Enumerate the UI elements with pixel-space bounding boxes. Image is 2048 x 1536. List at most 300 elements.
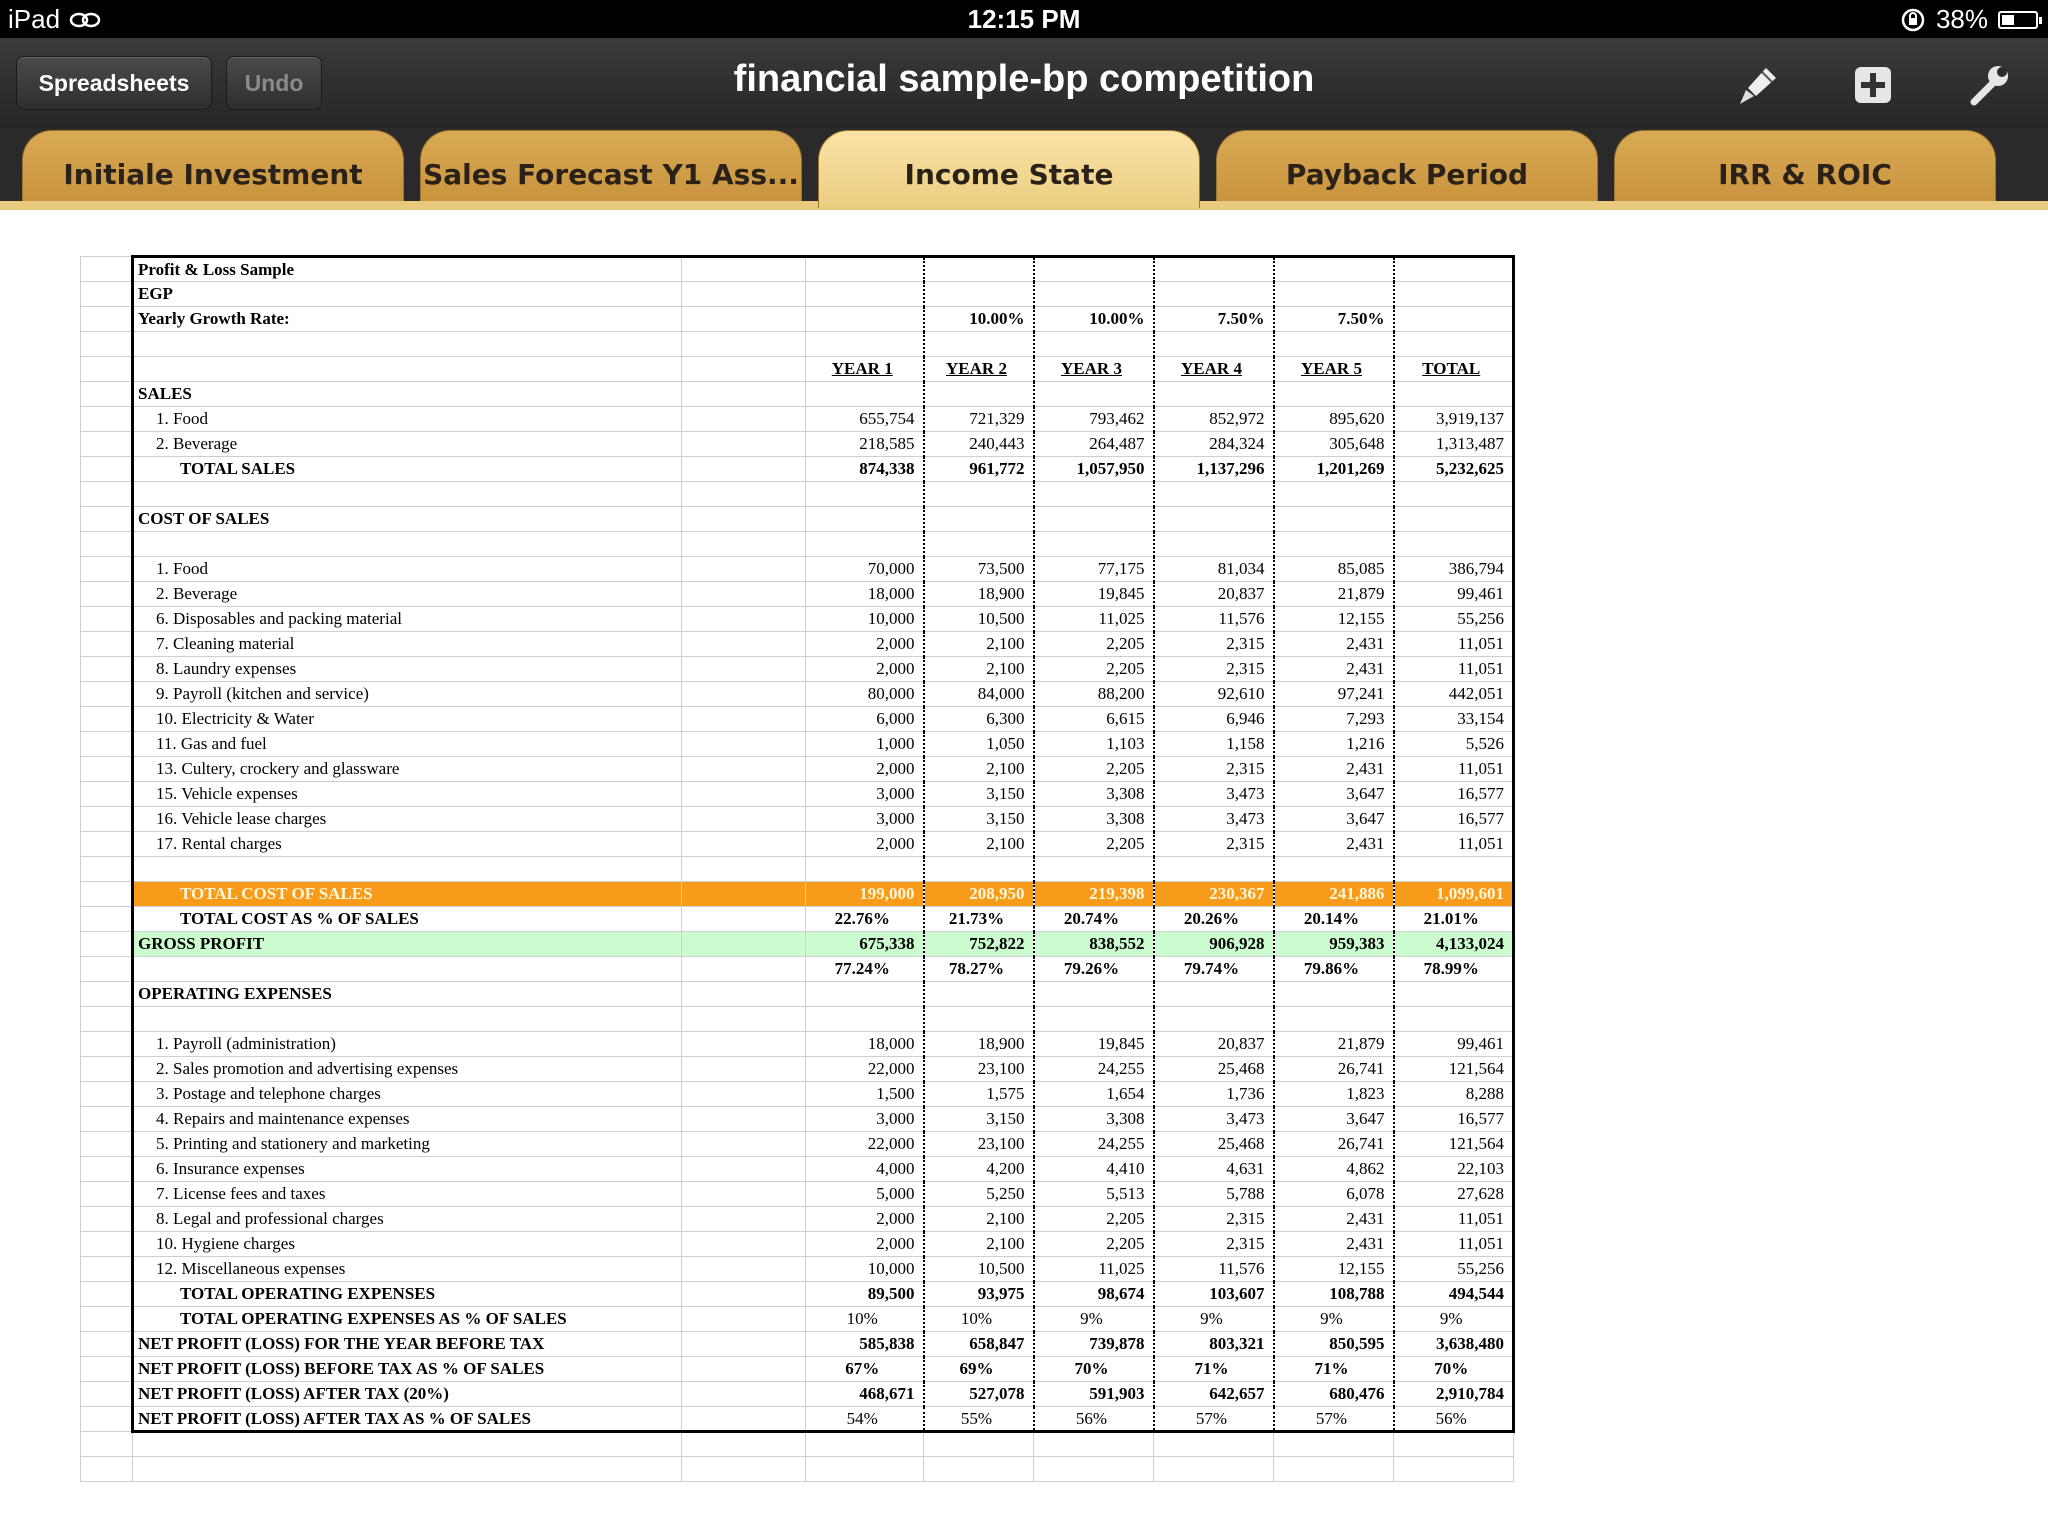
spacer-cell[interactable] (682, 1332, 806, 1357)
row-header-cell[interactable] (81, 432, 133, 457)
spacer-cell[interactable] (682, 482, 806, 507)
value-cell[interactable] (1274, 982, 1394, 1007)
value-cell[interactable] (806, 307, 924, 332)
value-cell[interactable] (924, 532, 1034, 557)
row-header-cell[interactable] (81, 407, 133, 432)
value-cell[interactable]: 852,972 (1154, 407, 1274, 432)
value-cell[interactable]: 9% (1394, 1307, 1514, 1332)
row-header-cell[interactable] (81, 382, 133, 407)
row-header-cell[interactable] (81, 632, 133, 657)
value-cell[interactable]: 55,256 (1394, 1257, 1514, 1282)
value-cell[interactable]: 2,000 (806, 757, 924, 782)
value-cell[interactable]: 22,000 (806, 1057, 924, 1082)
value-cell[interactable] (924, 1007, 1034, 1032)
value-cell[interactable]: 22,000 (806, 1132, 924, 1157)
row-label-cell[interactable]: EGP (133, 282, 682, 307)
value-cell[interactable]: 6,000 (806, 707, 924, 732)
value-cell[interactable]: 11,051 (1394, 757, 1514, 782)
value-cell[interactable]: 4,862 (1274, 1157, 1394, 1182)
value-cell[interactable]: 4,631 (1154, 1157, 1274, 1182)
value-cell[interactable]: 3,647 (1274, 807, 1394, 832)
row-header-cell[interactable] (81, 882, 133, 907)
value-cell[interactable]: 97,241 (1274, 682, 1394, 707)
value-cell[interactable]: 2,100 (924, 1207, 1034, 1232)
spacer-cell[interactable] (682, 1107, 806, 1132)
row-label-cell[interactable]: 12. Miscellaneous expenses (133, 1257, 682, 1282)
value-cell[interactable]: 23,100 (924, 1057, 1034, 1082)
row-label-cell[interactable]: 3. Postage and telephone charges (133, 1082, 682, 1107)
value-cell[interactable] (806, 1457, 924, 1482)
value-cell[interactable]: 850,595 (1274, 1332, 1394, 1357)
value-cell[interactable]: 2,431 (1274, 657, 1394, 682)
value-cell[interactable]: 20.26% (1154, 907, 1274, 932)
value-cell[interactable]: 2,205 (1034, 832, 1154, 857)
value-cell[interactable]: 78.27% (924, 957, 1034, 982)
value-cell[interactable]: 5,788 (1154, 1182, 1274, 1207)
value-cell[interactable]: 19,845 (1034, 582, 1154, 607)
value-cell[interactable]: 793,462 (1034, 407, 1154, 432)
value-cell[interactable] (1034, 857, 1154, 882)
row-header-cell[interactable] (81, 607, 133, 632)
spacer-cell[interactable] (682, 432, 806, 457)
row-header-cell[interactable] (81, 257, 133, 282)
value-cell[interactable]: 2,315 (1154, 1232, 1274, 1257)
row-header-cell[interactable] (81, 307, 133, 332)
add-icon[interactable] (1848, 60, 1898, 110)
row-label-cell[interactable]: 6. Disposables and packing material (133, 607, 682, 632)
value-cell[interactable]: 22.76% (806, 907, 924, 932)
value-cell[interactable]: 386,794 (1394, 557, 1514, 582)
value-cell[interactable] (924, 982, 1034, 1007)
value-cell[interactable]: 70% (1394, 1357, 1514, 1382)
value-cell[interactable]: 55% (924, 1407, 1034, 1432)
undo-button[interactable]: Undo (226, 56, 322, 110)
value-cell[interactable] (1034, 507, 1154, 532)
row-label-cell[interactable] (133, 957, 682, 982)
value-cell[interactable]: 9% (1034, 1307, 1154, 1332)
spreadsheets-button[interactable]: Spreadsheets (16, 56, 212, 110)
spacer-cell[interactable] (682, 1432, 806, 1457)
value-cell[interactable]: 89,500 (806, 1282, 924, 1307)
income-statement-grid[interactable] (80, 255, 1515, 1482)
value-cell[interactable]: 6,300 (924, 707, 1034, 732)
row-header-cell[interactable] (81, 357, 133, 382)
value-cell[interactable]: 10% (806, 1307, 924, 1332)
spacer-cell[interactable] (682, 507, 806, 532)
row-label-cell[interactable]: 11. Gas and fuel (133, 732, 682, 757)
row-label-cell[interactable]: SALES (133, 382, 682, 407)
row-header-cell[interactable] (81, 832, 133, 857)
value-cell[interactable] (1154, 257, 1274, 282)
spacer-cell[interactable] (682, 1057, 806, 1082)
row-label-cell[interactable]: 13. Cultery, crockery and glassware (133, 757, 682, 782)
value-cell[interactable]: 73,500 (924, 557, 1034, 582)
value-cell[interactable] (924, 507, 1034, 532)
value-cell[interactable]: 23,100 (924, 1132, 1034, 1157)
value-cell[interactable]: 5,526 (1394, 732, 1514, 757)
row-header-cell[interactable] (81, 1307, 133, 1332)
value-cell[interactable]: 2,000 (806, 1232, 924, 1257)
value-cell[interactable]: 219,398 (1034, 882, 1154, 907)
value-cell[interactable] (1034, 1457, 1154, 1482)
spacer-cell[interactable] (682, 1407, 806, 1432)
value-cell[interactable]: 2,000 (806, 657, 924, 682)
value-cell[interactable]: 103,607 (1154, 1282, 1274, 1307)
paintbrush-icon[interactable] (1732, 60, 1782, 110)
value-cell[interactable] (1274, 257, 1394, 282)
row-label-cell[interactable]: TOTAL COST OF SALES (133, 882, 682, 907)
value-cell[interactable] (1154, 507, 1274, 532)
row-label-cell[interactable]: 1. Food (133, 407, 682, 432)
row-label-cell[interactable]: 1. Payroll (administration) (133, 1032, 682, 1057)
value-cell[interactable]: 2,431 (1274, 757, 1394, 782)
value-cell[interactable]: 5,250 (924, 1182, 1034, 1207)
value-cell[interactable] (806, 332, 924, 357)
value-cell[interactable] (1394, 332, 1514, 357)
row-header-cell[interactable] (81, 1007, 133, 1032)
value-cell[interactable] (806, 257, 924, 282)
value-cell[interactable] (806, 857, 924, 882)
value-cell[interactable]: 77.24% (806, 957, 924, 982)
value-cell[interactable]: 33,154 (1394, 707, 1514, 732)
spacer-cell[interactable] (682, 1032, 806, 1057)
spacer-cell[interactable] (682, 907, 806, 932)
tab-initiale-investment[interactable]: Initiale Investment (22, 130, 404, 208)
row-label-cell[interactable]: 7. Cleaning material (133, 632, 682, 657)
row-label-cell[interactable]: 17. Rental charges (133, 832, 682, 857)
value-cell[interactable]: YEAR 3 (1034, 357, 1154, 382)
spacer-cell[interactable] (682, 1307, 806, 1332)
row-label-cell[interactable]: TOTAL OPERATING EXPENSES AS % OF SALES (133, 1307, 682, 1332)
value-cell[interactable]: 2,205 (1034, 757, 1154, 782)
value-cell[interactable] (924, 1432, 1034, 1457)
value-cell[interactable]: 2,205 (1034, 657, 1154, 682)
tab-payback-period[interactable]: Payback Period (1216, 130, 1598, 208)
row-label-cell[interactable]: 2. Beverage (133, 582, 682, 607)
value-cell[interactable]: 6,078 (1274, 1182, 1394, 1207)
value-cell[interactable]: 680,476 (1274, 1382, 1394, 1407)
value-cell[interactable]: 218,585 (806, 432, 924, 457)
value-cell[interactable]: 241,886 (1274, 882, 1394, 907)
value-cell[interactable] (924, 282, 1034, 307)
row-header-cell[interactable] (81, 1407, 133, 1432)
value-cell[interactable]: 21,879 (1274, 582, 1394, 607)
value-cell[interactable]: 80,000 (806, 682, 924, 707)
value-cell[interactable]: 3,647 (1274, 782, 1394, 807)
row-header-cell[interactable] (81, 757, 133, 782)
value-cell[interactable]: 2,000 (806, 632, 924, 657)
value-cell[interactable]: 57% (1154, 1407, 1274, 1432)
value-cell[interactable] (1034, 532, 1154, 557)
value-cell[interactable] (1394, 282, 1514, 307)
row-header-cell[interactable] (81, 1057, 133, 1082)
value-cell[interactable]: 961,772 (924, 457, 1034, 482)
spacer-cell[interactable] (682, 757, 806, 782)
value-cell[interactable]: 284,324 (1154, 432, 1274, 457)
value-cell[interactable]: 71% (1154, 1357, 1274, 1382)
value-cell[interactable]: 3,308 (1034, 1107, 1154, 1132)
value-cell[interactable]: 3,000 (806, 782, 924, 807)
value-cell[interactable]: 10,500 (924, 607, 1034, 632)
row-label-cell[interactable]: 9. Payroll (kitchen and service) (133, 682, 682, 707)
value-cell[interactable]: 4,133,024 (1394, 932, 1514, 957)
spacer-cell[interactable] (682, 732, 806, 757)
row-label-cell[interactable]: 8. Laundry expenses (133, 657, 682, 682)
row-header-cell[interactable] (81, 1257, 133, 1282)
value-cell[interactable]: 7.50% (1154, 307, 1274, 332)
value-cell[interactable] (1394, 507, 1514, 532)
row-header-cell[interactable] (81, 857, 133, 882)
row-label-cell[interactable]: OPERATING EXPENSES (133, 982, 682, 1007)
spacer-cell[interactable] (682, 557, 806, 582)
value-cell[interactable]: 675,338 (806, 932, 924, 957)
tab-income-state[interactable]: Income State (818, 130, 1200, 208)
value-cell[interactable] (1274, 282, 1394, 307)
value-cell[interactable]: 121,564 (1394, 1057, 1514, 1082)
value-cell[interactable]: 54% (806, 1407, 924, 1432)
value-cell[interactable]: 70% (1034, 1357, 1154, 1382)
value-cell[interactable]: 5,000 (806, 1182, 924, 1207)
value-cell[interactable] (1274, 532, 1394, 557)
value-cell[interactable] (1394, 382, 1514, 407)
value-cell[interactable]: 642,657 (1154, 1382, 1274, 1407)
value-cell[interactable] (1034, 1007, 1154, 1032)
value-cell[interactable] (1034, 382, 1154, 407)
spacer-cell[interactable] (682, 857, 806, 882)
value-cell[interactable]: 1,103 (1034, 732, 1154, 757)
value-cell[interactable]: 10,000 (806, 607, 924, 632)
row-header-cell[interactable] (81, 932, 133, 957)
value-cell[interactable] (1274, 857, 1394, 882)
value-cell[interactable]: 9% (1154, 1307, 1274, 1332)
value-cell[interactable] (1274, 332, 1394, 357)
value-cell[interactable]: 81,034 (1154, 557, 1274, 582)
value-cell[interactable]: 1,736 (1154, 1082, 1274, 1107)
row-header-cell[interactable] (81, 1432, 133, 1457)
value-cell[interactable]: 1,050 (924, 732, 1034, 757)
value-cell[interactable]: 305,648 (1274, 432, 1394, 457)
value-cell[interactable]: 57% (1274, 1407, 1394, 1432)
value-cell[interactable] (1394, 482, 1514, 507)
value-cell[interactable]: 56% (1034, 1407, 1154, 1432)
value-cell[interactable]: 11,051 (1394, 632, 1514, 657)
spacer-cell[interactable] (682, 257, 806, 282)
row-header-cell[interactable] (81, 1082, 133, 1107)
row-label-cell[interactable]: TOTAL OPERATING EXPENSES (133, 1282, 682, 1307)
spacer-cell[interactable] (682, 632, 806, 657)
spacer-cell[interactable] (682, 532, 806, 557)
spacer-cell[interactable] (682, 1382, 806, 1407)
row-label-cell[interactable]: 16. Vehicle lease charges (133, 807, 682, 832)
value-cell[interactable] (1154, 382, 1274, 407)
value-cell[interactable] (1274, 382, 1394, 407)
value-cell[interactable] (806, 382, 924, 407)
value-cell[interactable]: 1,057,950 (1034, 457, 1154, 482)
value-cell[interactable] (1394, 982, 1514, 1007)
row-label-cell[interactable] (133, 857, 682, 882)
value-cell[interactable]: 1,099,601 (1394, 882, 1514, 907)
value-cell[interactable]: 3,473 (1154, 807, 1274, 832)
value-cell[interactable]: 1,823 (1274, 1082, 1394, 1107)
wrench-icon[interactable] (1964, 60, 2014, 110)
value-cell[interactable]: 21.73% (924, 907, 1034, 932)
value-cell[interactable]: 1,654 (1034, 1082, 1154, 1107)
value-cell[interactable]: 3,000 (806, 1107, 924, 1132)
value-cell[interactable] (924, 382, 1034, 407)
row-label-cell[interactable]: 7. License fees and taxes (133, 1182, 682, 1207)
value-cell[interactable]: 1,158 (1154, 732, 1274, 757)
value-cell[interactable]: 2,000 (806, 832, 924, 857)
value-cell[interactable]: 874,338 (806, 457, 924, 482)
spacer-cell[interactable] (682, 957, 806, 982)
row-label-cell[interactable]: 10. Hygiene charges (133, 1232, 682, 1257)
spacer-cell[interactable] (682, 582, 806, 607)
value-cell[interactable] (1274, 1457, 1394, 1482)
value-cell[interactable] (806, 982, 924, 1007)
spacer-cell[interactable] (682, 882, 806, 907)
spacer-cell[interactable] (682, 1007, 806, 1032)
value-cell[interactable]: 11,051 (1394, 657, 1514, 682)
value-cell[interactable] (1274, 482, 1394, 507)
value-cell[interactable]: 79.86% (1274, 957, 1394, 982)
spacer-cell[interactable] (682, 807, 806, 832)
value-cell[interactable]: 25,468 (1154, 1057, 1274, 1082)
value-cell[interactable]: 2,205 (1034, 632, 1154, 657)
value-cell[interactable] (806, 482, 924, 507)
value-cell[interactable]: 93,975 (924, 1282, 1034, 1307)
value-cell[interactable]: 92,610 (1154, 682, 1274, 707)
value-cell[interactable]: 208,950 (924, 882, 1034, 907)
row-header-cell[interactable] (81, 457, 133, 482)
value-cell[interactable]: 56% (1394, 1407, 1514, 1432)
value-cell[interactable]: 1,000 (806, 732, 924, 757)
row-header-cell[interactable] (81, 957, 133, 982)
spacer-cell[interactable] (682, 407, 806, 432)
value-cell[interactable]: 5,232,625 (1394, 457, 1514, 482)
value-cell[interactable]: 3,473 (1154, 1107, 1274, 1132)
spacer-cell[interactable] (682, 332, 806, 357)
row-header-cell[interactable] (81, 557, 133, 582)
spacer-cell[interactable] (682, 1157, 806, 1182)
value-cell[interactable]: 3,150 (924, 782, 1034, 807)
value-cell[interactable] (1394, 532, 1514, 557)
value-cell[interactable]: 895,620 (1274, 407, 1394, 432)
value-cell[interactable]: 21.01% (1394, 907, 1514, 932)
value-cell[interactable]: 11,051 (1394, 832, 1514, 857)
value-cell[interactable]: 98,674 (1034, 1282, 1154, 1307)
spacer-cell[interactable] (682, 1282, 806, 1307)
value-cell[interactable]: 16,577 (1394, 782, 1514, 807)
value-cell[interactable]: 3,919,137 (1394, 407, 1514, 432)
row-label-cell[interactable] (133, 1432, 682, 1457)
value-cell[interactable]: 2,431 (1274, 832, 1394, 857)
spacer-cell[interactable] (682, 1357, 806, 1382)
row-label-cell[interactable]: 15. Vehicle expenses (133, 782, 682, 807)
value-cell[interactable]: 468,671 (806, 1382, 924, 1407)
value-cell[interactable] (1394, 1457, 1514, 1482)
value-cell[interactable]: 494,544 (1394, 1282, 1514, 1307)
spacer-cell[interactable] (682, 982, 806, 1007)
value-cell[interactable]: 25,468 (1154, 1132, 1274, 1157)
value-cell[interactable]: 10.00% (1034, 307, 1154, 332)
row-label-cell[interactable]: 8. Legal and professional charges (133, 1207, 682, 1232)
value-cell[interactable]: 88,200 (1034, 682, 1154, 707)
value-cell[interactable]: 55,256 (1394, 607, 1514, 632)
value-cell[interactable] (806, 507, 924, 532)
value-cell[interactable] (1154, 1432, 1274, 1457)
value-cell[interactable]: 18,900 (924, 1032, 1034, 1057)
value-cell[interactable]: 803,321 (1154, 1332, 1274, 1357)
row-header-cell[interactable] (81, 582, 133, 607)
value-cell[interactable]: 1,313,487 (1394, 432, 1514, 457)
value-cell[interactable]: 69% (924, 1357, 1034, 1382)
value-cell[interactable]: 16,577 (1394, 807, 1514, 832)
row-header-cell[interactable] (81, 807, 133, 832)
row-header-cell[interactable] (81, 1357, 133, 1382)
value-cell[interactable]: 77,175 (1034, 557, 1154, 582)
row-header-cell[interactable] (81, 707, 133, 732)
value-cell[interactable]: 2,315 (1154, 832, 1274, 857)
spacer-cell[interactable] (682, 1082, 806, 1107)
value-cell[interactable]: 2,431 (1274, 1232, 1394, 1257)
value-cell[interactable] (1154, 982, 1274, 1007)
value-cell[interactable]: 18,000 (806, 1032, 924, 1057)
value-cell[interactable] (1034, 257, 1154, 282)
value-cell[interactable] (1274, 1432, 1394, 1457)
value-cell[interactable] (1154, 482, 1274, 507)
spacer-cell[interactable] (682, 832, 806, 857)
value-cell[interactable]: 70,000 (806, 557, 924, 582)
row-header-cell[interactable] (81, 1132, 133, 1157)
spacer-cell[interactable] (682, 357, 806, 382)
value-cell[interactable] (806, 532, 924, 557)
spacer-cell[interactable] (682, 1232, 806, 1257)
row-label-cell[interactable]: NET PROFIT (LOSS) BEFORE TAX AS % OF SALES (133, 1357, 682, 1382)
value-cell[interactable]: YEAR 1 (806, 357, 924, 382)
value-cell[interactable] (924, 257, 1034, 282)
row-header-cell[interactable] (81, 1107, 133, 1132)
row-header-cell[interactable] (81, 1207, 133, 1232)
value-cell[interactable]: 230,367 (1154, 882, 1274, 907)
value-cell[interactable]: 2,100 (924, 757, 1034, 782)
value-cell[interactable]: 3,150 (924, 1107, 1034, 1132)
value-cell[interactable]: 20.14% (1274, 907, 1394, 932)
spacer-cell[interactable] (682, 932, 806, 957)
value-cell[interactable] (806, 282, 924, 307)
value-cell[interactable]: 655,754 (806, 407, 924, 432)
value-cell[interactable]: 18,000 (806, 582, 924, 607)
value-cell[interactable]: 9% (1274, 1307, 1394, 1332)
row-label-cell[interactable] (133, 332, 682, 357)
value-cell[interactable]: 2,205 (1034, 1232, 1154, 1257)
value-cell[interactable]: 11,025 (1034, 607, 1154, 632)
value-cell[interactable]: 3,473 (1154, 782, 1274, 807)
value-cell[interactable]: 71% (1274, 1357, 1394, 1382)
row-label-cell[interactable]: GROSS PROFIT (133, 932, 682, 957)
value-cell[interactable]: 658,847 (924, 1332, 1034, 1357)
value-cell[interactable]: 3,647 (1274, 1107, 1394, 1132)
value-cell[interactable]: 1,137,296 (1154, 457, 1274, 482)
value-cell[interactable]: 591,903 (1034, 1382, 1154, 1407)
value-cell[interactable]: 752,822 (924, 932, 1034, 957)
value-cell[interactable] (924, 857, 1034, 882)
value-cell[interactable]: 11,576 (1154, 607, 1274, 632)
value-cell[interactable]: 2,205 (1034, 1207, 1154, 1232)
value-cell[interactable]: 10,000 (806, 1257, 924, 1282)
row-label-cell[interactable]: 1. Food (133, 557, 682, 582)
row-header-cell[interactable] (81, 732, 133, 757)
value-cell[interactable]: 20.74% (1034, 907, 1154, 932)
